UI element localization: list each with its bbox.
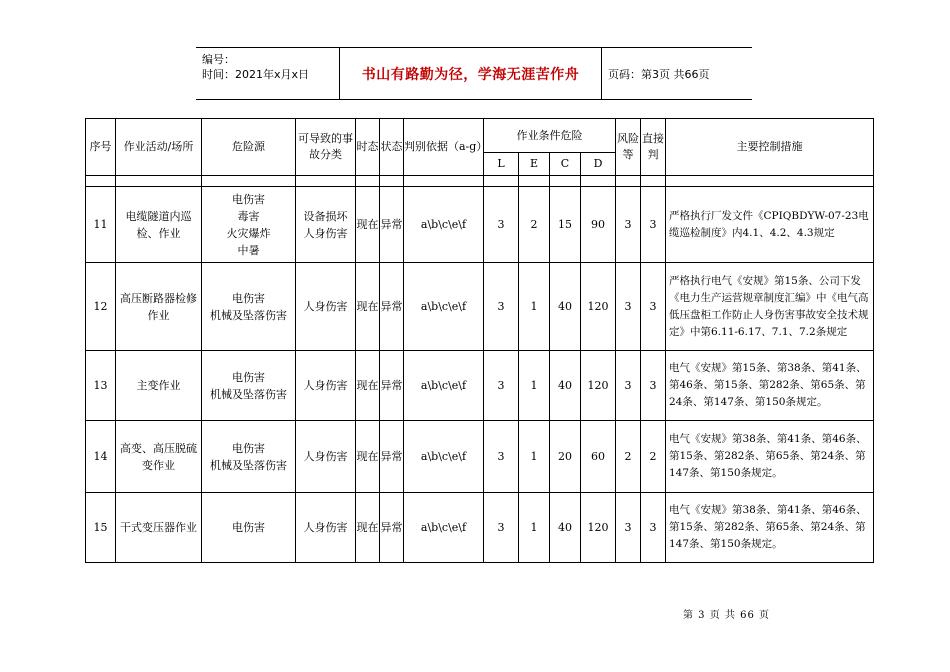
cell-C: 15 — [550, 187, 581, 263]
document-header — [196, 47, 752, 100]
header-accident: 可导致的事故分类 — [296, 119, 356, 176]
cell-measures: 严格执行电气《安规》第15条、公司下发《电力生产运营规章制度汇编》中《电气高低压盘柜工作防止人身伤害事故安全技术规定》中第6.11-6.17、7.1、7.2条规定 — [666, 263, 874, 351]
cell-risk: 3 — [616, 351, 641, 421]
cell-D: 120 — [581, 263, 616, 351]
number-label: 编号： — [202, 53, 235, 66]
cell-basis: a\b\c\e\f — [404, 421, 484, 493]
cell-risk: 3 — [616, 493, 641, 563]
cell-hazard: 电伤害 机械及坠落伤害 — [202, 421, 296, 493]
cell-hazard: 电伤害 机械及坠落伤害 — [202, 263, 296, 351]
page-footer: 第 3 页 共 66 页 — [683, 610, 770, 621]
header-C: C — [550, 153, 581, 176]
cell-hazard: 电伤害 机械及坠落伤害 — [202, 351, 296, 421]
cell-E: 2 — [519, 187, 550, 263]
cell-L: 3 — [484, 421, 519, 493]
cell-activity: 干式变压器作业 — [116, 493, 202, 563]
cell-hazard: 电伤害 — [202, 493, 296, 563]
table-row — [86, 263, 874, 351]
cell-direct: 3 — [641, 351, 666, 421]
cell-state: 异常 — [380, 351, 404, 421]
header-D: D — [581, 153, 616, 176]
page-label: 页码：第3页 共66页 — [608, 67, 710, 81]
cell-basis: a\b\c\e\f — [404, 493, 484, 563]
cell-direct: 2 — [641, 421, 666, 493]
cell-seq: 12 — [86, 263, 116, 351]
cell-E: 1 — [519, 421, 550, 493]
table-row — [86, 421, 874, 493]
cell-activity: 高变、高压脱硫变作业 — [116, 421, 202, 493]
table-row — [86, 351, 874, 421]
cell-measures: 电气《安规》第15条、第38条、第41条、第46条、第15条、第282条、第65条、第24条、第147条、第150条规定。 — [666, 351, 874, 421]
cell-basis: a\b\c\e\f — [404, 263, 484, 351]
cell-tense: 现在 — [356, 351, 380, 421]
cell-L: 3 — [484, 263, 519, 351]
cell-activity: 电缆隧道内巡检、作业 — [116, 187, 202, 263]
header-basis: 判别依据（a-g） — [404, 119, 484, 176]
cell-hazard: 电伤害 毒害 火灾爆炸 中暑 — [202, 187, 296, 263]
cell-L: 3 — [484, 187, 519, 263]
header-E: E — [519, 153, 550, 176]
table-row — [86, 187, 874, 263]
cell-measures: 严格执行厂发文件《CPIQBDYW-07-23电缆巡检制度》内4.1、4.2、4.3规定 — [666, 187, 874, 263]
cell-E: 1 — [519, 351, 550, 421]
time-label: 时间：2021年x月x日 — [202, 68, 310, 81]
header-direct: 直接判 — [641, 119, 666, 176]
cell-direct: 3 — [641, 493, 666, 563]
cell-D: 120 — [581, 493, 616, 563]
header-state: 状态 — [380, 119, 404, 176]
cell-D: 90 — [581, 187, 616, 263]
cell-tense: 现在 — [356, 263, 380, 351]
header-measures: 主要控制措施 — [666, 119, 874, 176]
cell-E: 1 — [519, 493, 550, 563]
header-risk: 风险等 — [616, 119, 641, 176]
header-tense: 时态 — [356, 119, 380, 176]
cell-seq: 13 — [86, 351, 116, 421]
cell-state: 异常 — [380, 263, 404, 351]
cell-C: 20 — [550, 421, 581, 493]
cell-state: 异常 — [380, 421, 404, 493]
spacer-row — [86, 176, 874, 187]
cell-tense: 现在 — [356, 493, 380, 563]
header-activity: 作业活动/场所 — [116, 119, 202, 176]
cell-risk: 3 — [616, 263, 641, 351]
risk-table — [85, 118, 874, 563]
motto: 书山有路勤为径，学海无涯苦作舟 — [340, 48, 602, 99]
header-hazard: 危险源 — [202, 119, 296, 176]
cell-risk: 3 — [616, 187, 641, 263]
cell-L: 3 — [484, 351, 519, 421]
cell-C: 40 — [550, 493, 581, 563]
cell-D: 60 — [581, 421, 616, 493]
cell-seq: 15 — [86, 493, 116, 563]
cell-risk: 2 — [616, 421, 641, 493]
cell-state: 异常 — [380, 187, 404, 263]
cell-accident: 设备损坏 人身伤害 — [296, 187, 356, 263]
cell-activity: 高压断路器检修作业 — [116, 263, 202, 351]
cell-measures: 电气《安规》第38条、第41条、第46条、第15条、第282条、第65条、第24条、第147条、第150条规定。 — [666, 493, 874, 563]
header-L: L — [484, 153, 519, 176]
cell-C: 40 — [550, 263, 581, 351]
cell-measures: 电气《安规》第38条、第41条、第46条、第15条、第282条、第65条、第24条、第147条、第150条规定。 — [666, 421, 874, 493]
cell-L: 3 — [484, 493, 519, 563]
cell-seq: 14 — [86, 421, 116, 493]
header-seq: 序号 — [86, 119, 116, 176]
cell-C: 40 — [550, 351, 581, 421]
table-row — [86, 493, 874, 563]
cell-D: 120 — [581, 351, 616, 421]
cell-basis: a\b\c\e\f — [404, 351, 484, 421]
cell-state: 异常 — [380, 493, 404, 563]
cell-direct: 3 — [641, 187, 666, 263]
cell-activity: 主变作业 — [116, 351, 202, 421]
cell-seq: 11 — [86, 187, 116, 263]
cell-accident: 人身伤害 — [296, 421, 356, 493]
cell-accident: 人身伤害 — [296, 351, 356, 421]
cell-E: 1 — [519, 263, 550, 351]
cell-direct: 3 — [641, 263, 666, 351]
cell-accident: 人身伤害 — [296, 493, 356, 563]
cell-basis: a\b\c\e\f — [404, 187, 484, 263]
header-conditions: 作业条件危险 — [484, 119, 616, 153]
cell-tense: 现在 — [356, 187, 380, 263]
header-info — [196, 48, 340, 99]
cell-tense: 现在 — [356, 421, 380, 493]
cell-accident: 人身伤害 — [296, 263, 356, 351]
